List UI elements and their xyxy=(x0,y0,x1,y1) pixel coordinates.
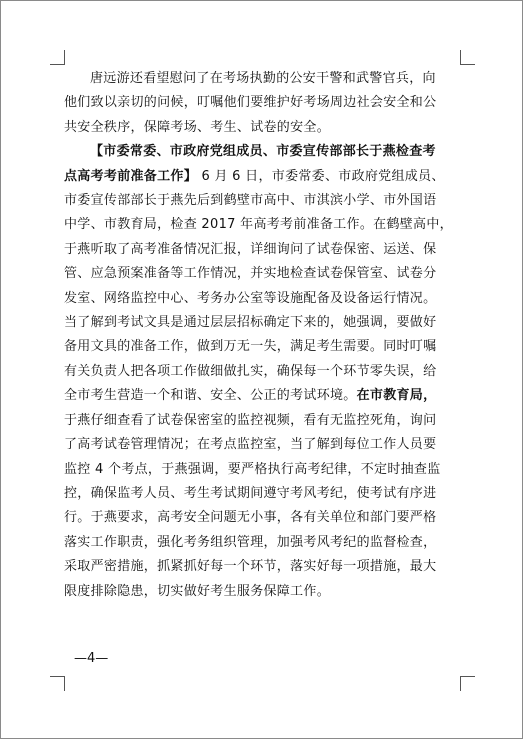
text-line: 限度排除隐患，切实做好考生服务保障工作。 xyxy=(64,583,331,599)
text-line: 了高考试卷管理情况；在考点监控室，当了解到每位工作人员要 xyxy=(64,437,437,453)
text-line: 于燕仔细查看了试卷保密室的监控视频，看有无监控死角，询问 xyxy=(64,412,437,428)
text-line: 控，确保监考人员、考生考试期间遵守考风考纪，使考试有序进 xyxy=(64,485,437,501)
text-line: 中学、市教育局，检查 2017 年高考考前准备工作。在鹤壁高中， xyxy=(64,217,453,233)
text-line: 于燕听取了高考准备情况汇报，详细询问了试卷保密、运送、保 xyxy=(64,241,437,257)
crop-mark-bottom-right xyxy=(460,676,475,691)
text-line: 采取严密措施，抓紧抓好每一个环节，落实好每一项措施，最大 xyxy=(64,559,437,575)
text-line: 市委宣传部部长于燕先后到鹤壁市高中、市淇滨小学、市外国语 xyxy=(64,193,437,209)
text-line xyxy=(64,165,464,189)
text-fragment: 全市考生营造一个和谐、安全、公正的考试环境。 xyxy=(64,388,357,404)
text-line: 管、应急预案准备等工作情况，并实地检查试卷保管室、试卷分 xyxy=(64,266,437,282)
body-text xyxy=(64,67,464,604)
text-line: 有关负责人把各项工作做细做扎实，确保每一个环节零失误，给 xyxy=(64,363,437,379)
text-line: 备用文具的准备工作，做到万无一失，满足考生需要。同时叮嘱 xyxy=(64,339,437,355)
section-heading: 【市委常委、市政府党组成员、市委宣传部部长于燕检查考 xyxy=(90,144,436,160)
crop-mark-top-left xyxy=(50,50,65,65)
text-line: 他们致以亲切的问候，叮嘱他们要维护好考场周边社会安全和公 xyxy=(64,95,437,111)
page-number: —4— xyxy=(74,651,109,666)
text-line: 落实工作职责，强化考务组织管理，加强考风考纪的监督检查， xyxy=(64,534,437,550)
paragraph-2 xyxy=(64,140,464,164)
text-line xyxy=(64,384,464,408)
text-line: 监控 4 个考点，于燕强调，要严格执行高考纪律，不定时抽查监 xyxy=(64,461,441,477)
text-line: 发室、网络监控中心、考务办公室等设施配备及设备运行情况。 xyxy=(64,290,437,306)
text-fragment: 6 月 6 日，市委常委、市政府党组成员、 xyxy=(197,168,445,184)
text-line: 共安全秩序，保障考场、考生、试卷的安全。 xyxy=(64,119,331,135)
text-line: 当了解到考试文具是通过层层招标确定下来的，她强调，要做好 xyxy=(64,315,437,331)
crop-mark-bottom-left xyxy=(50,676,65,691)
text-line: 行。于燕要求，高考安全问题无小事，各有关单位和部门要严格 xyxy=(64,510,437,526)
section-heading-cont: 点高考考前准备工作】 xyxy=(64,168,198,184)
crop-mark-top-right xyxy=(460,50,475,65)
paragraph-1 xyxy=(64,67,464,91)
emphasis-text: 在市教育局， xyxy=(356,388,437,404)
text-line: 唐远游还看望慰问了在考场执勤的公安干警和武警官兵，向 xyxy=(90,71,436,86)
